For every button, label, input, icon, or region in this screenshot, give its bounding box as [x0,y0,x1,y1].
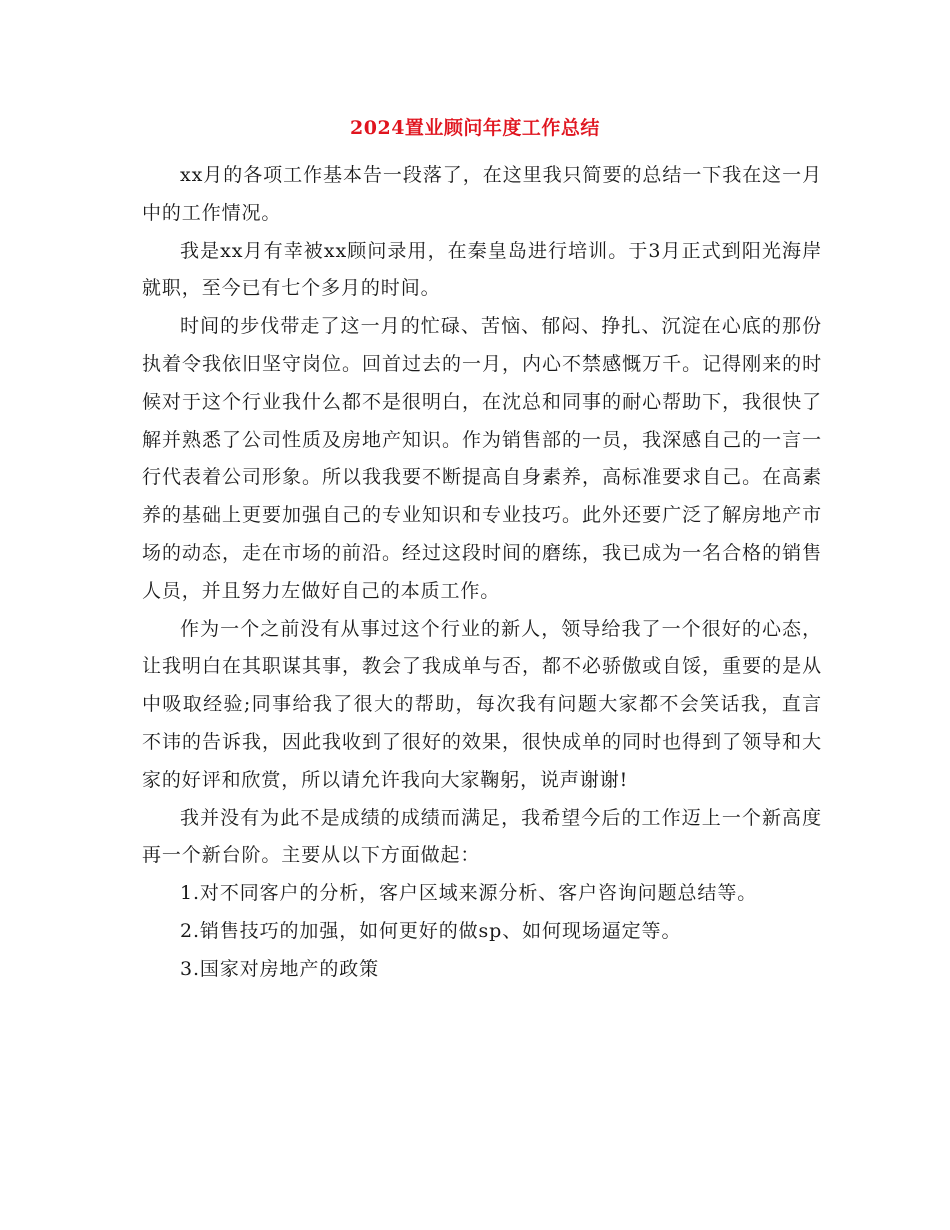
list-item: 2.销售技巧的加强，如何更好的做sp、如何现场逼定等。 [180,919,682,942]
document-title: 2024置业顾问年度工作总结 [350,117,600,139]
paragraph-hiring: 我是xx月有幸被xx顾问录用，在秦皇岛进行培训。于3月正式到阳光海岸就职，至今已有七个多月的时间。 [142,239,822,300]
list-item: 3.国家对房地产的政策 [180,957,380,980]
paragraph-reflection: 时间的步伐带走了这一月的忙碌、苦恼、郁闷、挣扎、沉淀在心底的那份执着令我依旧坚守岗位。回首过去的一月，内心不禁感慨万千。记得刚来的时候对于这个行业我什么都不是很明白，在沈总和同事的耐心帮助下，我很快了解并熟悉了公司性质及房地产知识。作为销售部的一员，我深感自己的一言一行代表着公司形象。所以我我要不断提高自身素养，高标准要求自己。在高素养的基础上更要加强自己的专业知识和专业技巧。此外还要广泛了解房地产市场的动态，走在市场的前沿。经过这段时间的磨练，我已成为一名合格的销售人员，并且努力左做好自己的本质工作。 [142,315,822,602]
paragraph-intro: xx月的各项工作基本告一段落了，在这里我只简要的总结一下我在这一月中的工作情况。 [142,164,822,224]
paragraph-goals: 我并没有为此不是成绩的成绩而满足，我希望今后的工作迈上一个新高度再一个新台阶。主要从以下方面做起： [142,806,822,867]
list-item: 1.对不同客户的分析，客户区域来源分析、客户咨询问题总结等。 [180,882,758,905]
paragraph-gratitude: 作为一个之前没有从事过这个行业的新人，领导给我了一个很好的心态，让我明白在其职谋其事，教会了我成单与否，都不必骄傲或自馁，重要的是从中吸取经验;同事给我了很大的帮助，每次我有问题大家都不会笑话我，直言不讳的告诉我，因此我收到了很好的效果，很快成单的同时也得到了领导和大家的好评和欣赏，所以请允许我向大家鞠躬，说声谢谢! [142,617,822,791]
document-body [142,157,822,989]
